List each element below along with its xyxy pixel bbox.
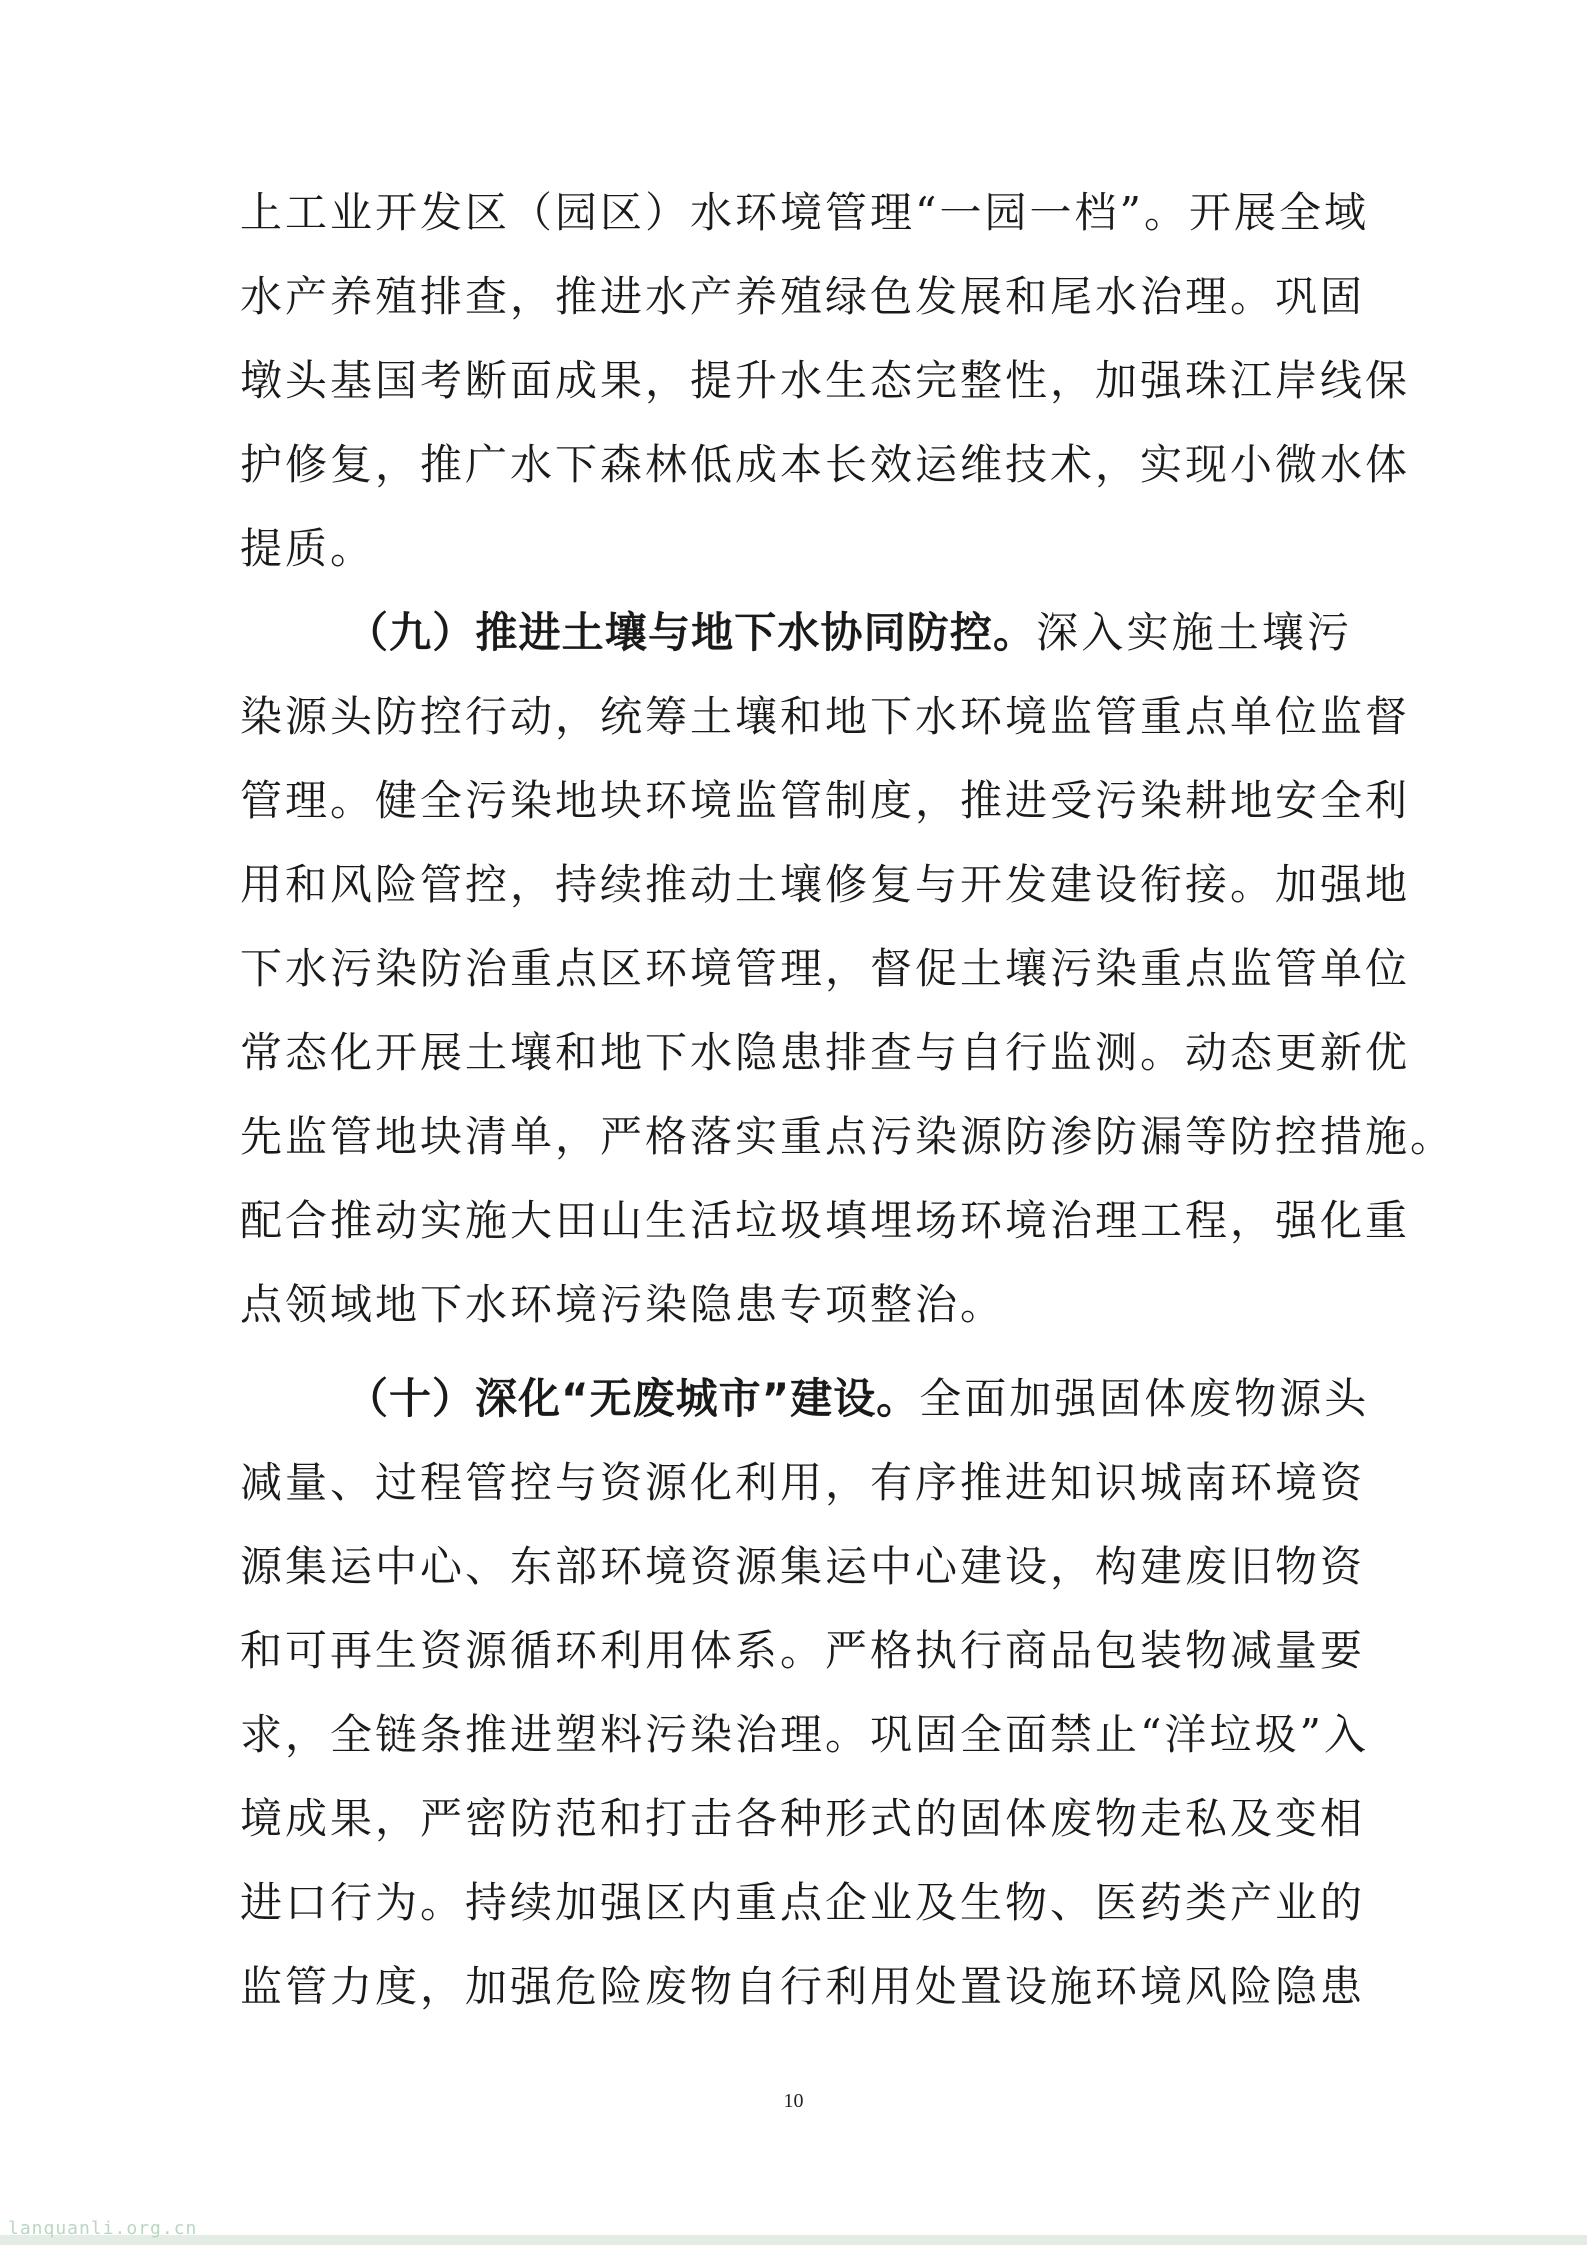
paragraph-line: 上工业开发区（园区）水环境管理“一园一档”。开展全域 xyxy=(240,188,1369,237)
section-9-heading: （九）推进土壤与地下水协同防控。 xyxy=(346,608,1037,657)
bottom-band xyxy=(0,2235,1587,2245)
section-9-first-line-text: 深入实施土壤污 xyxy=(1036,608,1352,657)
paragraph-line: 配合推动实施大田山生活垃圾填埋场环境治理工程，强化重 xyxy=(240,1196,1411,1245)
paragraph-line: 进口行为。持续加强区内重点企业及生物、医药类产业的 xyxy=(240,1878,1366,1927)
paragraph-line: 点领域地下水环境污染隐患专项整治。 xyxy=(240,1280,1006,1329)
paragraph-line: 染源头防控行动，统筹土壤和地下水环境监管重点单位监督 xyxy=(240,692,1411,741)
paragraph-line: 源集运中心、东部环境资源集运中心建设，构建废旧物资 xyxy=(240,1542,1366,1591)
section-10-first-line xyxy=(346,1369,1370,1429)
paragraph-line: 求，全链条推进塑料污染治理。巩固全面禁止“洋垃圾”入 xyxy=(240,1710,1369,1759)
paragraph-line: 水产养殖排查，推进水产养殖绿色发展和尾水治理。巩固 xyxy=(240,272,1366,321)
paragraph-line: 下水污染防治重点区环境管理，督促土壤污染重点监管单位 xyxy=(240,944,1411,993)
paragraph-line: 护修复，推广水下森林低成本长效运维技术，实现小微水体 xyxy=(240,440,1411,489)
section-10-heading: （十）深化“无废城市”建设。 xyxy=(346,1374,920,1423)
paragraph-line: 和可再生资源循环利用体系。严格执行商品包装物减量要 xyxy=(240,1626,1366,1675)
paragraph-line: 墩头基国考断面成果，提升水生态完整性，加强珠江岸线保 xyxy=(240,356,1411,405)
section-9-first-line xyxy=(346,603,1352,663)
paragraph-line: 提质。 xyxy=(240,524,376,573)
paragraph-line: 境成果，严密防范和打击各种形式的固体废物走私及变相 xyxy=(240,1794,1366,1843)
paragraph-line: 先监管地块清单，严格落实重点污染源防渗防漏等防控措施。 xyxy=(240,1112,1456,1161)
paragraph-line: 监管力度，加强危险废物自行利用处置设施环境风险隐患 xyxy=(240,1962,1366,2011)
paragraph-line: 用和风险管控，持续推动土壤修复与开发建设衔接。加强地 xyxy=(240,860,1411,909)
section-10-first-line-text: 全面加强固体废物源头 xyxy=(919,1374,1370,1423)
paragraph-line: 常态化开展土壤和地下水隐患排查与自行监测。动态更新优 xyxy=(240,1028,1411,1077)
page-number: 10 xyxy=(783,2090,804,2112)
watermark: lanquanli.org.cn xyxy=(8,2218,198,2239)
paragraph-line: 管理。健全污染地块环境监管制度，推进受污染耕地安全利 xyxy=(240,776,1411,825)
paragraph-line: 减量、过程管控与资源化利用，有序推进知识城南环境资 xyxy=(240,1458,1366,1507)
